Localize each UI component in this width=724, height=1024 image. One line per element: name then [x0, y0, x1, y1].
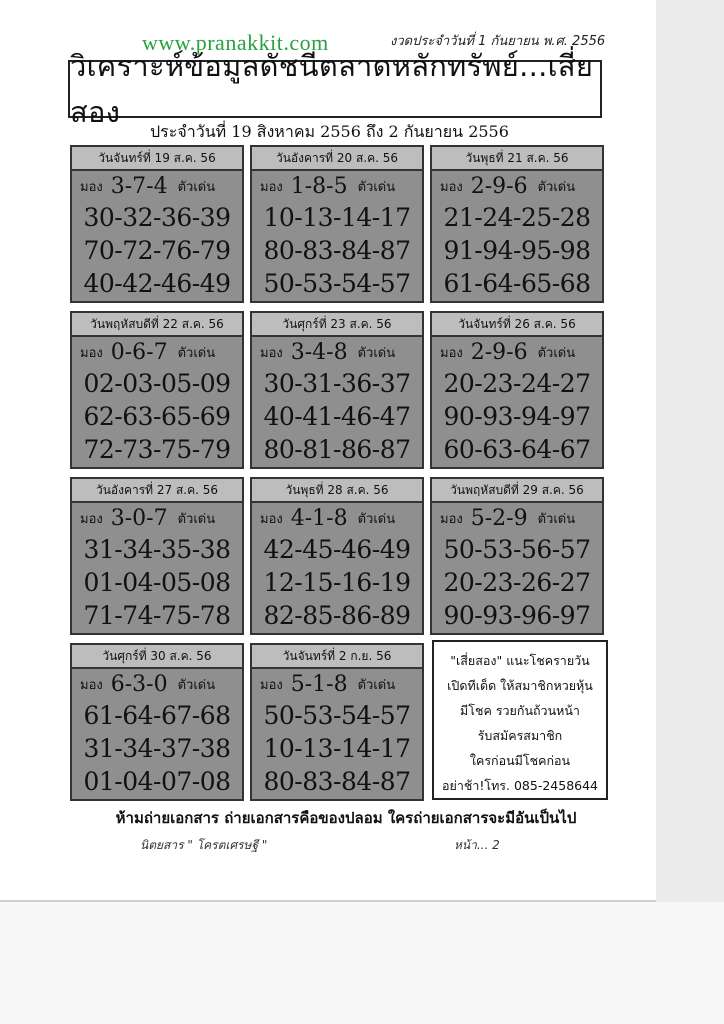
card-number-row: 31-34-37-38 [83, 734, 231, 763]
card-suffix: ตัวเด่น [357, 511, 396, 527]
card-suffix: ตัวเด่น [177, 511, 216, 527]
card-date: วันพฤหัสบดีที่ 22 ส.ค. 56 [72, 313, 242, 337]
card-date: วันจันทร์ที่ 2 ก.ย. 56 [252, 645, 422, 669]
card-main-number: 1-8-5 [290, 173, 348, 199]
advert-line: รับสมัครสมาชิก [477, 728, 563, 743]
card-number-row: 40-42-46-49 [83, 269, 231, 298]
prediction-card [250, 643, 424, 801]
advert-line: ใครก่อนมีโชคก่อน [469, 753, 571, 768]
card-prefix: มอง [260, 677, 283, 693]
card-suffix: ตัวเด่น [537, 511, 576, 527]
card-date: วันจันทร์ที่ 26 ส.ค. 56 [432, 313, 602, 337]
document-title: วิเคราะห์ข้อมูลดัชนีตลาดหลักทรัพย์...เสี่ยสอง [70, 49, 594, 129]
prediction-card [250, 311, 424, 469]
card-number-row: 40-41-46-47 [263, 402, 411, 431]
card-main-number: 0-6-7 [110, 339, 168, 365]
card-main-number: 3-4-8 [290, 339, 348, 365]
card-main-line [432, 503, 602, 533]
card-number-row: 80-81-86-87 [263, 435, 411, 464]
card-number-row: 12-15-16-19 [263, 568, 411, 597]
card-date: วันพฤหัสบดีที่ 29 ส.ค. 56 [432, 479, 602, 503]
card-number-row: 71-74-75-78 [83, 601, 231, 630]
advert-line: "เสี่ยสอง" แนะโชครายวัน [450, 653, 590, 668]
card-number-row: 50-53-54-57 [263, 269, 411, 298]
card-number-row: 01-04-05-08 [83, 568, 231, 597]
card-number-row: 20-23-24-27 [443, 369, 591, 398]
title-box [68, 49, 602, 129]
card-prefix: มอง [260, 179, 283, 195]
card-main-number: 2-9-6 [470, 173, 528, 199]
card-number-row: 80-83-84-87 [263, 236, 411, 265]
card-number-row: 61-64-67-68 [83, 701, 231, 730]
card-number-row: 72-73-75-79 [83, 435, 231, 464]
scan-background [0, 902, 724, 1024]
card-main-line [432, 337, 602, 367]
card-date: วันพุธที่ 28 ส.ค. 56 [252, 479, 422, 503]
card-number-row: 82-85-86-89 [263, 601, 411, 630]
card-prefix: มอง [440, 345, 463, 361]
card-date: วันศุกร์ที่ 30 ส.ค. 56 [72, 645, 242, 669]
card-number-row: 61-64-65-68 [443, 269, 591, 298]
prediction-card [70, 477, 244, 635]
card-main-line [252, 503, 422, 533]
prediction-card [430, 311, 604, 469]
card-suffix: ตัวเด่น [357, 345, 396, 361]
issue-date: งวดประจำวันที่ 1 กันยายน พ.ศ. 2556 [390, 34, 606, 49]
card-main-number: 5-1-8 [290, 671, 348, 697]
advert-box [432, 640, 608, 800]
advert-line: มีโชค รวยกันถ้วนหน้า [460, 703, 580, 718]
prediction-card [250, 477, 424, 635]
card-prefix: มอง [260, 345, 283, 361]
card-date: วันศุกร์ที่ 23 ส.ค. 56 [252, 313, 422, 337]
card-prefix: มอง [80, 677, 103, 693]
card-suffix: ตัวเด่น [537, 179, 576, 195]
card-number-row: 31-34-35-38 [83, 535, 231, 564]
card-number-row: 02-03-05-09 [83, 369, 231, 398]
card-prefix: มอง [80, 345, 103, 361]
card-main-line [72, 337, 242, 367]
site-url[interactable]: www.pranakkit.com [142, 30, 329, 55]
card-number-row: 50-53-56-57 [443, 535, 591, 564]
advert-phone: อย่าช้า!โทร. 085-2458644 [441, 778, 599, 793]
card-number-row: 90-93-94-97 [443, 402, 591, 431]
card-main-line [252, 669, 422, 699]
card-number-row: 30-31-36-37 [263, 369, 411, 398]
card-main-line [72, 171, 242, 201]
card-number-row: 01-04-07-08 [83, 767, 231, 796]
card-number-row: 20-23-26-27 [443, 568, 591, 597]
card-main-number: 5-2-9 [470, 505, 528, 531]
prediction-card [430, 477, 604, 635]
advert-line: เปิดทีเด็ด ให้สมาชิกหวยหุ้น [447, 678, 593, 693]
card-main-number: 2-9-6 [470, 339, 528, 365]
card-main-number: 3-7-4 [110, 173, 168, 199]
card-prefix: มอง [440, 511, 463, 527]
page-number: หน้า... 2 [454, 838, 500, 852]
card-number-row: 10-13-14-17 [263, 203, 411, 232]
card-main-number: 4-1-8 [290, 505, 348, 531]
card-main-line [72, 503, 242, 533]
card-prefix: มอง [80, 179, 103, 195]
prediction-card [70, 145, 244, 303]
card-date: วันอังคารที่ 27 ส.ค. 56 [72, 479, 242, 503]
card-number-row: 60-63-64-67 [443, 435, 591, 464]
card-main-line [252, 171, 422, 201]
card-main-line [252, 337, 422, 367]
card-number-row: 50-53-54-57 [263, 701, 411, 730]
card-prefix: มอง [260, 511, 283, 527]
date-range: ประจำวันที่ 19 สิงหาคม 2556 ถึง 2 กันยายน 2556 [150, 122, 509, 141]
card-prefix: มอง [80, 511, 103, 527]
card-suffix: ตัวเด่น [357, 179, 396, 195]
copy-warning: ห้ามถ่ายเอกสาร ถ่ายเอกสารคือของปลอม ใครถ่ายเอกสารจะมีอันเป็นไป [115, 809, 577, 827]
card-main-line [432, 171, 602, 201]
card-suffix: ตัวเด่น [537, 345, 576, 361]
prediction-card [430, 145, 604, 303]
card-date: วันอังคารที่ 20 ส.ค. 56 [252, 147, 422, 171]
page-edge-shadow [656, 0, 724, 1024]
card-suffix: ตัวเด่น [177, 345, 216, 361]
card-number-row: 90-93-96-97 [443, 601, 591, 630]
card-number-row: 91-94-95-98 [443, 236, 591, 265]
card-main-number: 3-0-7 [110, 505, 168, 531]
card-main-number: 6-3-0 [110, 671, 168, 697]
card-suffix: ตัวเด่น [177, 179, 216, 195]
card-prefix: มอง [440, 179, 463, 195]
card-number-row: 30-32-36-39 [83, 203, 231, 232]
card-suffix: ตัวเด่น [177, 677, 216, 693]
card-main-line [72, 669, 242, 699]
card-number-row: 21-24-25-28 [443, 203, 591, 232]
card-date: วันจันทร์ที่ 19 ส.ค. 56 [72, 147, 242, 171]
magazine-name: นิตยสาร " โครตเศรษฐี " [140, 838, 268, 852]
prediction-card [70, 643, 244, 801]
card-number-row: 80-83-84-87 [263, 767, 411, 796]
card-number-row: 70-72-76-79 [83, 236, 231, 265]
card-number-row: 62-63-65-69 [83, 402, 231, 431]
card-number-row: 42-45-46-49 [263, 535, 411, 564]
card-date: วันพุธที่ 21 ส.ค. 56 [432, 147, 602, 171]
card-suffix: ตัวเด่น [357, 677, 396, 693]
prediction-card [70, 311, 244, 469]
card-number-row: 10-13-14-17 [263, 734, 411, 763]
prediction-card [250, 145, 424, 303]
